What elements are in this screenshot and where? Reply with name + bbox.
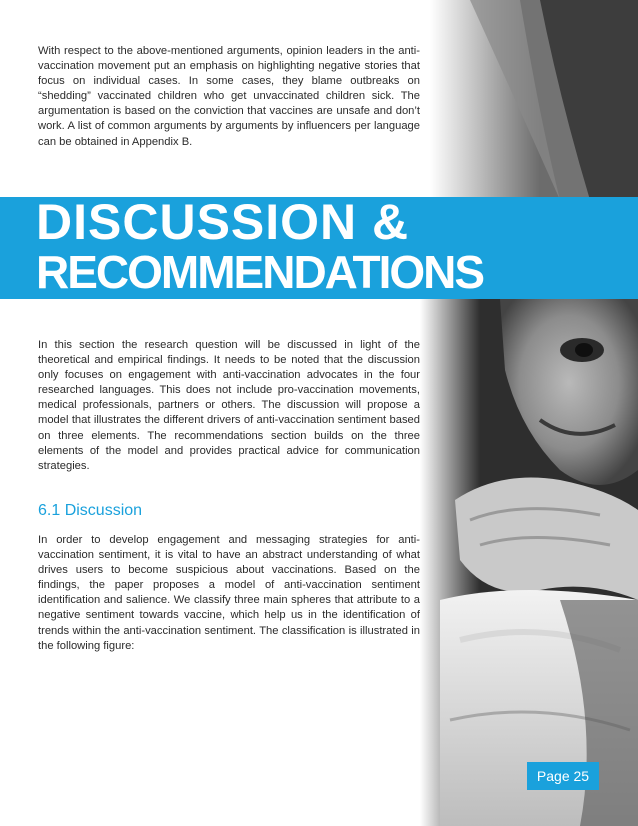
subsection-heading: 6.1 Discussion xyxy=(38,502,143,519)
section-intro-paragraph: In this section the research question will be discussed in light of the theoretical and empirical findings. It needs to be noted that the discussion only focuses on engagement with anti-vaccination advocates in the four researched languages. This does not include pro-vaccination movements, medical professionals, partners or others. The discussion will propose a model that illustrates the different drivers of anti-vaccination sentiment based on three elements. The recommendations section builds on the three elements of the model and provides practical advice for communication strategies. xyxy=(38,339,420,472)
intro-paragraph: With respect to the above-mentioned arguments, opinion leaders in the anti-vaccination movement put an emphasis on highlighting negative stories that focus on individual cases. In some cases, they blame outbreaks on “shedding” vaccinated children who get unvaccinated children sick. The argumentation is based on the conviction that vaccines are unsafe and don’t work. A list of common arguments by arguments by influencers per language can be obtained in Appendix B. xyxy=(38,45,420,148)
banner-title-line-2: RECOMMENDATIONS xyxy=(36,246,484,298)
discussion-paragraph: In order to develop engagement and messaging strategies for anti-vaccination sentiment, it is vital to have an abstract understanding of what drives users to become suspicious about vaccinations. Based on the findings, the paper proposes a model of anti-vaccination sentiment identification and salience. We classify three main spheres that attribute to a negative sentiment towards vaccine, which help us in the identification of trends within the anti-vaccination sentiment. The classification is illustrated in the following figure: xyxy=(38,534,420,652)
banner-title-line-1: DISCUSSION & xyxy=(36,194,410,250)
page-number-badge: Page 25 xyxy=(527,762,599,790)
